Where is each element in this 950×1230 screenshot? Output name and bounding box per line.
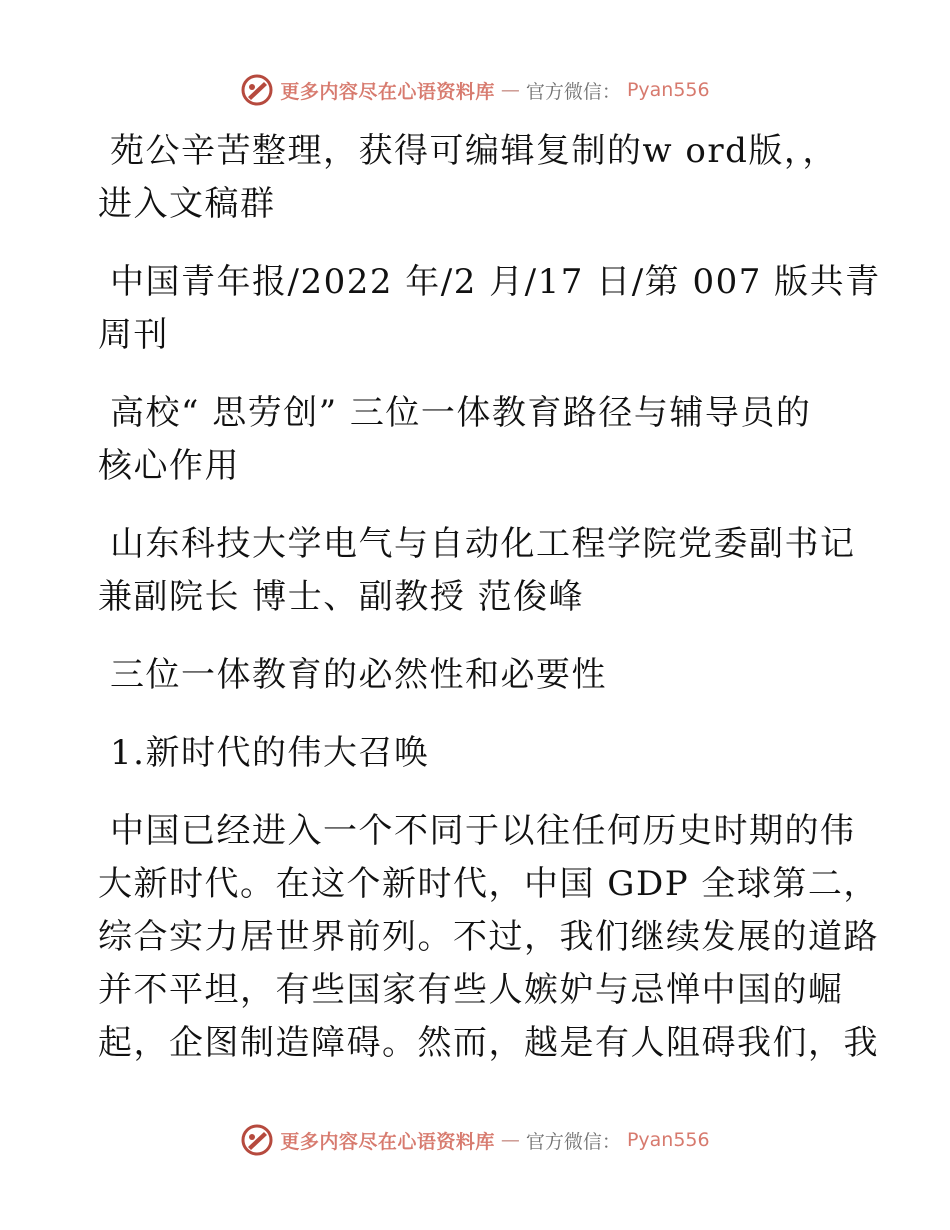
text-line: 并不平坦，有些国家有些人嫉妒与忌惮中国的崛: [98, 970, 844, 1010]
paragraph-body: [98, 805, 879, 1070]
banner-dash: —: [500, 1129, 520, 1151]
wechat-label: 官方微信：: [525, 80, 621, 103]
wechat-id: Pyan556: [626, 1129, 710, 1151]
wechat-id: Pyan556: [626, 79, 710, 101]
text-line: 核心作用: [98, 446, 240, 486]
text-line: 中国已经进入一个不同于以往任何历史时期的伟: [110, 811, 856, 851]
document-body: [98, 125, 881, 1070]
text-line: 三位一体教育的必然性和必要性: [110, 655, 607, 695]
text-line: 大新时代。在这个新时代，中国 GDP 全球第二，: [98, 864, 879, 904]
paragraph-intro: [98, 125, 858, 231]
banner-dash: —: [500, 79, 520, 101]
text-line: 综合实力居世界前列。不过，我们继续发展的道路: [98, 917, 879, 957]
text-line: 周刊: [98, 315, 169, 355]
brand-logo-icon: [240, 73, 274, 107]
watermark-banner-top: [0, 70, 950, 110]
text-line: 进入文稿群: [98, 184, 276, 224]
text-line: 高校“ 思劳创” 三位一体教育路径与辅导员的: [110, 393, 812, 433]
brand-text: 更多内容尽在心语资料库: [280, 80, 495, 103]
subsection-heading: [98, 727, 858, 780]
text-line: 山东科技大学电气与自动化工程学院党委副书记: [110, 524, 856, 564]
wechat-label: 官方微信：: [525, 1130, 621, 1153]
text-line: 兼副院长 博士、副教授 范俊峰: [98, 577, 585, 617]
paragraph-source: [98, 256, 881, 362]
text-line: 中国青年报/2022 年/2 月/17 日/第 007 版共青: [110, 262, 881, 302]
brand-logo-icon: [240, 1123, 274, 1157]
section-heading: [98, 649, 858, 702]
brand-text: 更多内容尽在心语资料库: [280, 1130, 495, 1153]
paragraph-title: [98, 387, 858, 493]
text-line: 1.新时代的伟大召唤: [110, 733, 430, 773]
watermark-banner-bottom: [0, 1120, 950, 1160]
text-line: 苑公辛苦整理，获得可编辑复制的w ord版，，: [110, 131, 838, 171]
paragraph-author: [98, 518, 858, 624]
text-line: 起，企图制造障碍。然而，越是有人阻碍我们，我: [98, 1023, 879, 1063]
